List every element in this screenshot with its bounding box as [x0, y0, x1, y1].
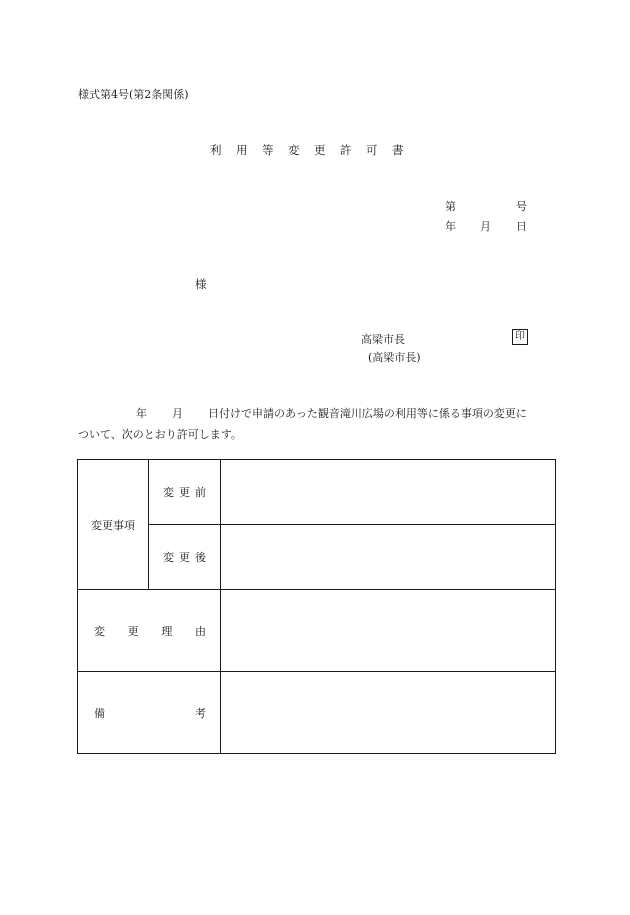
title-char: 用 [236, 143, 248, 157]
body-year: 年 [136, 407, 147, 420]
body-text-rest: 日付けで申請のあった観音滝川広場の利用等に係る事項の変更に [208, 407, 527, 420]
label-char: 理 [161, 624, 173, 638]
issuer-name: 高梁市長 [361, 333, 405, 346]
change-items-label: 変更事項 [78, 460, 149, 590]
label-char: 変 [94, 624, 105, 638]
label-char: 備 [94, 706, 105, 720]
document-title [210, 142, 418, 158]
number-prefix: 第 [445, 200, 456, 213]
after-change-field[interactable] [221, 525, 556, 590]
title-char: 変 [288, 143, 300, 157]
remarks-label [78, 672, 221, 754]
before-change-label [149, 460, 221, 525]
title-char: 可 [366, 143, 378, 157]
body-month: 月 [172, 407, 183, 420]
form-number-label: 様式第4号(第2条関係) [78, 88, 189, 101]
title-char: 利 [210, 143, 222, 157]
label-char: 更 [127, 624, 139, 638]
after-change-label [149, 525, 221, 590]
label-char: 更 [179, 551, 190, 564]
change-reason-field[interactable] [221, 590, 556, 672]
issuer-subtitle: (高梁市長) [368, 351, 421, 364]
title-char: 許 [340, 143, 352, 157]
label-char: 前 [195, 486, 206, 499]
date-year: 年 [445, 220, 456, 233]
addressee-honorific: 様 [195, 277, 207, 291]
remarks-field[interactable] [221, 672, 556, 754]
label-char: 由 [194, 624, 206, 638]
title-char: 書 [392, 143, 404, 157]
title-char: 等 [262, 143, 274, 157]
change-reason-label [78, 590, 221, 672]
seal-mark: 印 [512, 329, 528, 345]
title-char: 更 [314, 143, 326, 157]
label-char: 更 [179, 486, 190, 499]
date-month: 月 [480, 220, 491, 233]
label-char: 変 [163, 486, 174, 499]
label-char: 後 [195, 551, 206, 564]
number-suffix: 号 [516, 200, 527, 213]
date-day: 日 [516, 220, 527, 233]
label-char: 考 [195, 706, 206, 720]
body-text-line-2: ついて、次のとおり許可します。 [78, 428, 242, 441]
change-permit-table [77, 459, 556, 754]
before-change-field[interactable] [221, 460, 556, 525]
label-char: 変 [163, 551, 174, 564]
